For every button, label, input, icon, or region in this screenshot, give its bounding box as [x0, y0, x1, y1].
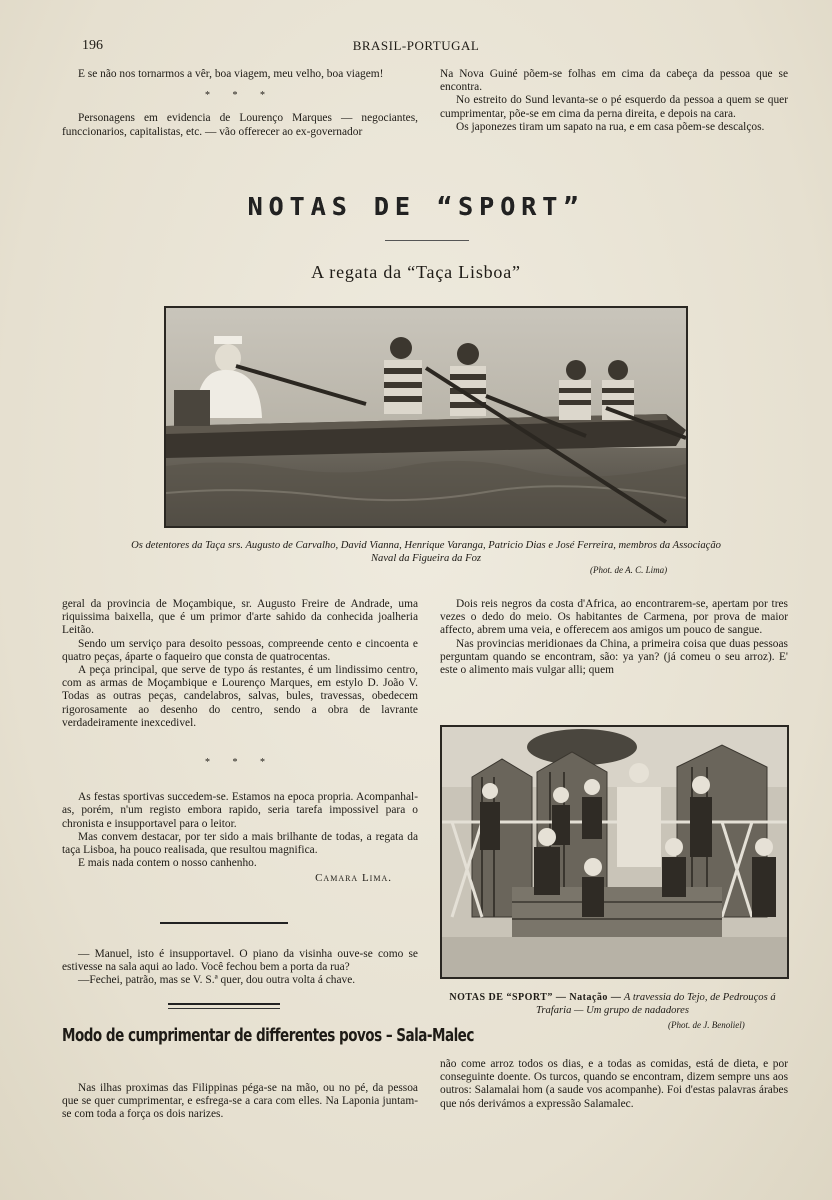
paragraph: Nas ilhas proximas das Filippinas péga-se na mão, ou no pé, da pessoa que se quer cumprimentar, e esfrega-se a cara com elles. Na Laponia juntam-se com toda a força os dois narizes. [62, 1082, 418, 1121]
mid-left-column [62, 598, 418, 886]
article-headline: Modo de cumprimentar de differentes povos – Sala-Malec [62, 1026, 474, 1046]
swimmers-photo [440, 725, 789, 979]
photo1-caption: Os detentores da Taça srs. Augusto de Carvalho, David Vianna, Henrique Varanga, Patricio Dias e José Ferreira, membros da Associação Naval da Figueira da Foz [131, 540, 721, 564]
paragraph: Dois reis negros da costa d'Africa, ao encontrarem-se, apertam por tres vezes o dedo do meio. Os habitantes de Carmena, por prova de maior affecto, abrem uma veia, e offerecem aos amigos um pouco de sangue. [440, 598, 788, 637]
section-title: NOTAS DE “SPORT” [247, 192, 585, 221]
paragraph: As festas sportivas succedem-se. Estamos na epoca propria. Acompanhal-as, porém, n'um registo embora rapido, seria tarefa impossivel para o chronista e insupportavel para o leitor. [62, 791, 418, 830]
rowing-photo-image [166, 308, 686, 526]
paragraph: Personagens em evidencia de Lourenço Marques — negociantes, funccionarios, capitalistas, etc. — vão offerecer ao ex-governador [62, 112, 418, 138]
running-header: BRASIL-PORTUGAL [352, 38, 480, 53]
paragraph: — Manuel, isto é insupportavel. O piano da visinha ouve-se como se estivesse na sala aqui ao lado. Você fechou bem a porta da rua? [62, 948, 418, 974]
page-number: 196 [82, 38, 103, 53]
paragraph: Sendo um serviço para desoito pessoas, compreende cento e cincoenta e quatro peças, áparte o faqueiro que consta de quatrocentas. [62, 637, 418, 663]
signature: Camara Lima. [315, 872, 392, 885]
rule [168, 1003, 280, 1005]
photo2-credit: (Phot. de J. Benoliel) [668, 1020, 745, 1030]
paragraph: No estreito do Sund levanta-se o pé esquerdo da pessoa a quem se quer cumprimentar, põe-se em cima da perna direita, e depois na cara. [440, 94, 788, 120]
bottom-right-column [440, 1058, 788, 1111]
paragraph: Mas convem destacar, por ter sido a mais brilhante de todas, a regata da taça Lisboa, ha pouco realisada, que resultou magnifica. [62, 830, 418, 857]
photo2-caption [440, 991, 785, 1017]
paragraph: E se não nos tornarmos a vêr, boa viagem, meu velho, boa viagem! [78, 68, 384, 80]
section-stars: * * * [205, 90, 275, 102]
caption-bold: NOTAS DE “SPORT” — Natação — [449, 992, 622, 1003]
photo1-credit: (Phot. de A. C. Lima) [590, 565, 668, 575]
top-right-column [440, 68, 788, 134]
paragraph: Na Nova Guiné põem-se folhas em cima da cabeça da pessoa que se encontra. [440, 68, 788, 94]
joke [62, 948, 418, 988]
rule [168, 1008, 280, 1009]
mid-right-column [440, 598, 788, 677]
article-subtitle: A regata da “Taça Lisboa” [311, 262, 521, 282]
caption-text: A travessia do Tejo, de Pedrouços á Trafaria — Um grupo de nadadores [536, 992, 776, 1016]
divider [385, 240, 469, 241]
article-body [62, 1082, 418, 1122]
paragraph: A peça principal, que serve de typo ás restantes, é um lindissimo centro, com as armas de Moçambique e Lourenço Marques, em estylo D. João V. Todas as outras peças, candelabros, salvas, bules, travessas, obedecem rigorosamente ao desenho do centro, sendo a obra de lavrante verdadeiramente inexcedivel. [62, 664, 418, 729]
rule [160, 922, 288, 924]
paragraph: —Fechei, patrão, mas se V. S.ª quer, dou outra volta á chave. [78, 974, 356, 987]
paragraph: Os japonezes tiram um sapato na rua, e em casa põem-se descalços. [456, 120, 765, 133]
section-stars: * * * [205, 757, 275, 769]
paragraph: geral da provincia de Moçambique, sr. Augusto Freire de Andrade, uma riquissima baixella, que é um primor d'arte sahido da conhecida joalheria Leitão. [62, 598, 418, 637]
rowing-photo [164, 306, 688, 528]
swimmers-photo-image [442, 727, 787, 977]
paragraph: não come arroz todos os dias, e a todas as comidas, está de dieta, e por conseguinte doente. Os turcos, quando se encontram, dizem sempre uns aos outros: Salamalai hom (a saude vos acompanhe). Foi d'estas palavras árabes que nós derivámos a expressão Salamalec. [440, 1058, 788, 1110]
paragraph: Nas provincias meridionaes da China, a primeira coisa que duas pessoas perguntam quando se encontram, são: ya yan? (já comeu o seu arroz). E' este o alimento mais vulgar alli; quem [440, 637, 788, 677]
paragraph: E mais nada contem o nosso canhenho. [78, 857, 257, 870]
top-left-column [62, 68, 418, 139]
